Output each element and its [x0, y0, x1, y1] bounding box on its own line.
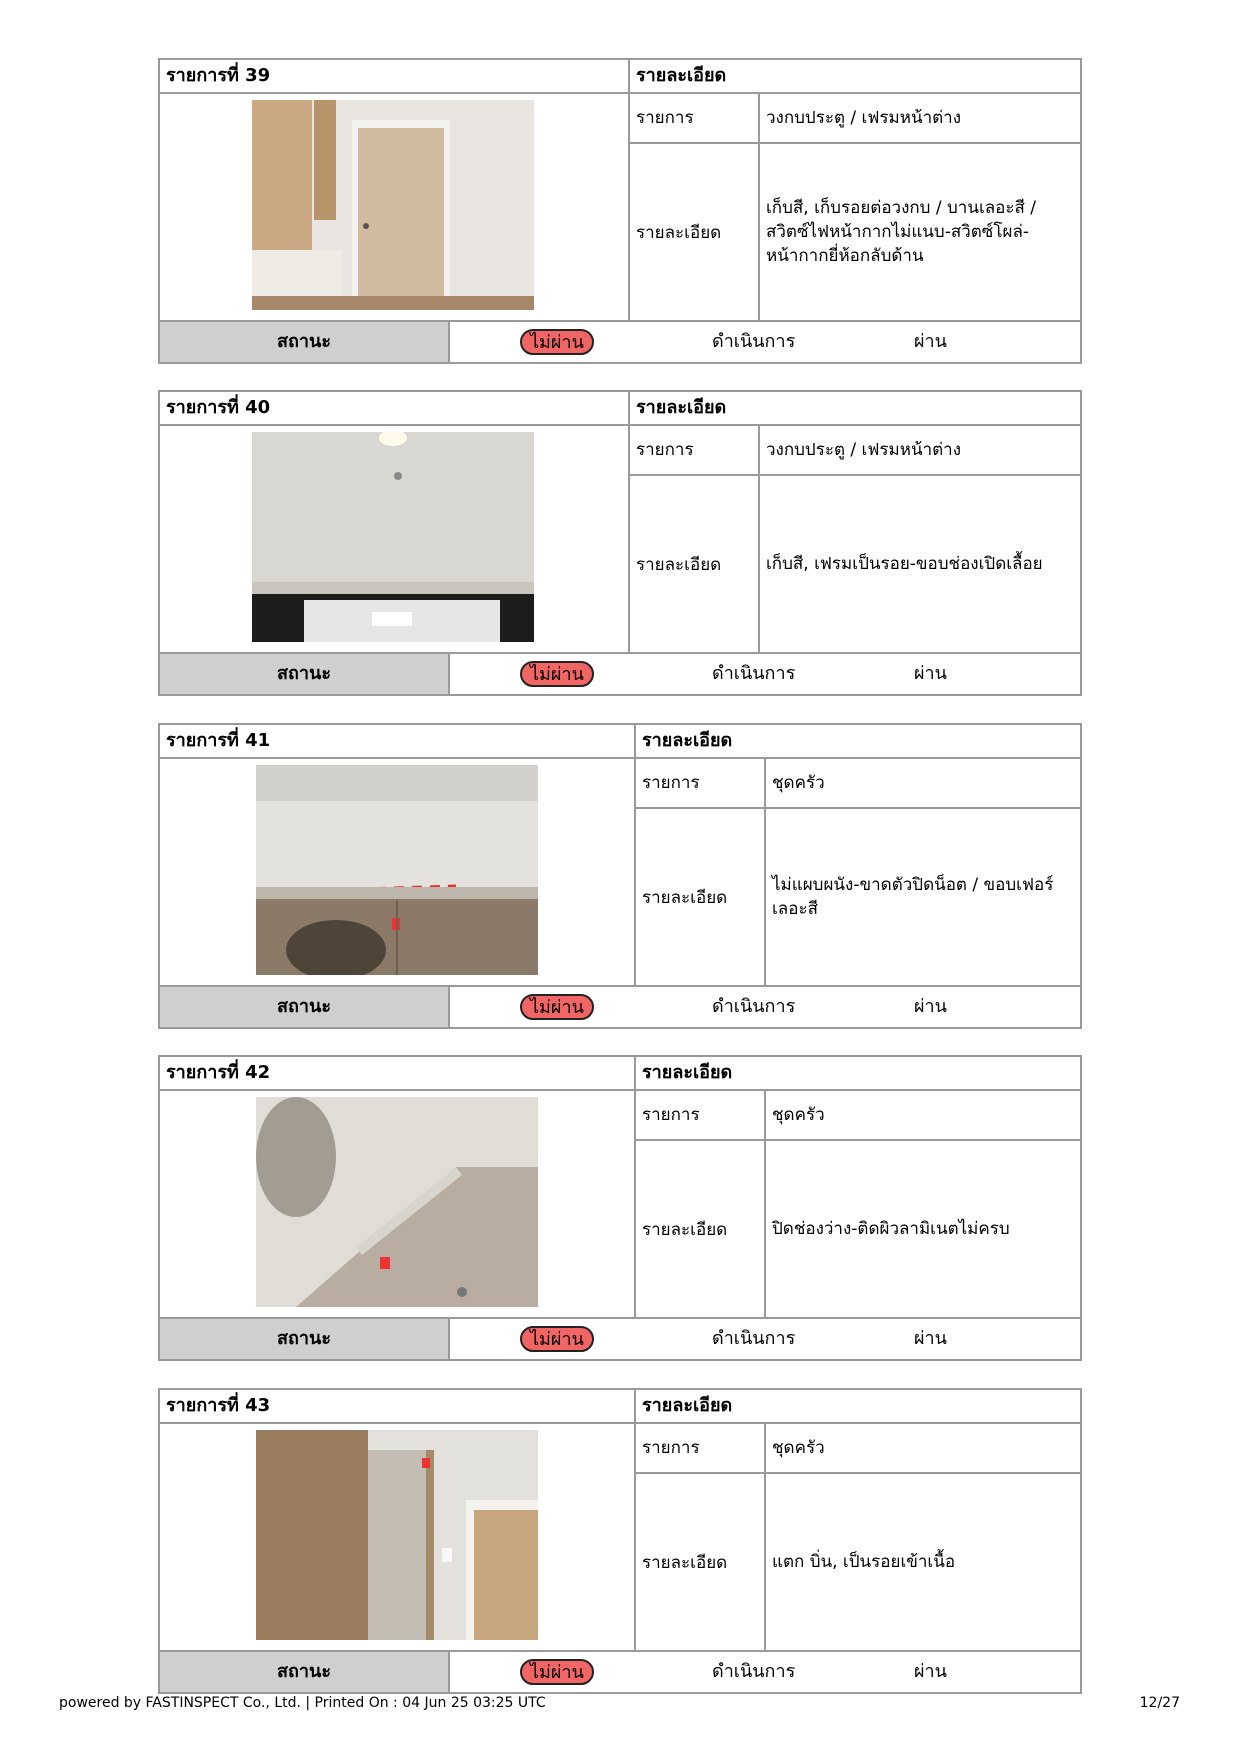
inspection-card-43 [158, 1388, 1082, 1694]
footer-credit: powered by FASTINSPECT Co., Ltd. | Printed On : 04 Jun 25 03:25 UTC [59, 1695, 546, 1711]
status-label: สถานะ [160, 654, 450, 694]
detail-row [636, 1474, 1080, 1650]
detail-label: รายละเอียด [636, 222, 722, 243]
status-label: สถานะ [160, 1652, 450, 1692]
inspection-card-41 [158, 723, 1082, 1029]
detail-header: รายละเอียด [634, 725, 1080, 757]
detail-row [630, 144, 1080, 320]
detail-label: รายละเอียด [642, 887, 728, 908]
detail-label: รายละเอียด [642, 1552, 728, 1573]
item-row [630, 94, 1080, 144]
status-label: สถานะ [160, 322, 450, 362]
item-value: ชุดครัว [764, 759, 1080, 807]
detail-label: รายละเอียด [642, 1219, 728, 1240]
card-header [160, 1390, 1080, 1424]
status-row [160, 320, 1080, 362]
photo-cell [160, 94, 628, 320]
item-photo[interactable] [256, 1097, 538, 1307]
detail-value: เก็บสี, เฟรมเป็นรอย-ขอบช่องเปิดเลื้อย [758, 476, 1080, 652]
detail-row [636, 1141, 1080, 1317]
item-photo[interactable] [256, 1430, 538, 1640]
status-row [160, 1650, 1080, 1692]
detail-header: รายละเอียด [628, 392, 1080, 424]
item-label: รายการ [642, 1105, 700, 1125]
item-label: รายการ [636, 108, 694, 128]
status-row [160, 652, 1080, 694]
detail-section [634, 759, 1080, 985]
item-photo[interactable] [256, 765, 538, 975]
item-photo[interactable] [252, 100, 534, 310]
status-pass-option[interactable]: ผ่าน [914, 331, 947, 352]
status-fail-option[interactable]: ไม่ผ่าน [520, 1659, 594, 1685]
inspection-card-39 [158, 58, 1082, 364]
status-fail-option[interactable]: ไม่ผ่าน [520, 329, 594, 355]
status-label: สถานะ [160, 987, 450, 1027]
status-row [160, 1317, 1080, 1359]
detail-value: แตก บิ่น, เป็นรอยเข้าเนื้อ [764, 1474, 1080, 1650]
item-value: วงกบประตู / เฟรมหน้าต่าง [758, 426, 1080, 474]
detail-section [634, 1424, 1080, 1650]
item-value: ชุดครัว [764, 1424, 1080, 1472]
card-header [160, 1057, 1080, 1091]
detail-value: ปิดช่องว่าง-ติดผิวลามิเนตไม่ครบ [764, 1141, 1080, 1317]
status-fail-option[interactable]: ไม่ผ่าน [520, 1326, 594, 1352]
detail-header: รายละเอียด [634, 1390, 1080, 1422]
item-value: ชุดครัว [764, 1091, 1080, 1139]
item-row [636, 759, 1080, 809]
item-row [636, 1091, 1080, 1141]
status-label: สถานะ [160, 1319, 450, 1359]
detail-label: รายละเอียด [636, 554, 722, 575]
status-row [160, 985, 1080, 1027]
detail-row [636, 809, 1080, 985]
page-number: 12/27 [1139, 1695, 1180, 1711]
card-header [160, 725, 1080, 759]
card-header [160, 60, 1080, 94]
item-title: รายการที่ 42 [166, 1062, 271, 1083]
photo-cell [160, 426, 628, 652]
status-pass-option[interactable]: ผ่าน [914, 1661, 947, 1682]
item-title: รายการที่ 43 [166, 1395, 271, 1416]
detail-section [628, 426, 1080, 652]
inspection-card-40 [158, 390, 1082, 696]
item-title: รายการที่ 39 [166, 65, 271, 86]
item-label: รายการ [636, 440, 694, 460]
item-value: วงกบประตู / เฟรมหน้าต่าง [758, 94, 1080, 142]
item-label: รายการ [642, 1438, 700, 1458]
item-title: รายการที่ 40 [166, 397, 271, 418]
status-fail-option[interactable]: ไม่ผ่าน [520, 661, 594, 687]
status-pass-option[interactable]: ผ่าน [914, 663, 947, 684]
detail-value: เก็บสี, เก็บรอยต่อวงกบ / บานเลอะสี / สวิตซ์ไฟหน้ากากไม่แนบ-สวิตซ์โผล่-หน้ากากยี่ห้อกลับด้าน [758, 144, 1080, 320]
status-pass-option[interactable]: ผ่าน [914, 996, 947, 1017]
photo-cell [160, 759, 634, 985]
item-label: รายการ [642, 773, 700, 793]
detail-row [630, 476, 1080, 652]
item-title: รายการที่ 41 [166, 730, 271, 751]
detail-section [628, 94, 1080, 320]
item-row [636, 1424, 1080, 1474]
detail-value: ไม่แผบผนัง-ขาดตัวปิดน็อต / ขอบเฟอร์เลอะสี [764, 809, 1080, 985]
status-action-option[interactable]: ดำเนินการ [712, 1328, 796, 1349]
detail-header: รายละเอียด [634, 1057, 1080, 1089]
detail-section [634, 1091, 1080, 1317]
status-fail-option[interactable]: ไม่ผ่าน [520, 994, 594, 1020]
inspection-card-42 [158, 1055, 1082, 1361]
status-pass-option[interactable]: ผ่าน [914, 1328, 947, 1349]
item-row [630, 426, 1080, 476]
status-action-option[interactable]: ดำเนินการ [712, 1661, 796, 1682]
status-action-option[interactable]: ดำเนินการ [712, 663, 796, 684]
photo-cell [160, 1424, 634, 1650]
photo-cell [160, 1091, 634, 1317]
card-header [160, 392, 1080, 426]
status-action-option[interactable]: ดำเนินการ [712, 331, 796, 352]
item-photo[interactable] [252, 432, 534, 642]
detail-header: รายละเอียด [628, 60, 1080, 92]
status-action-option[interactable]: ดำเนินการ [712, 996, 796, 1017]
